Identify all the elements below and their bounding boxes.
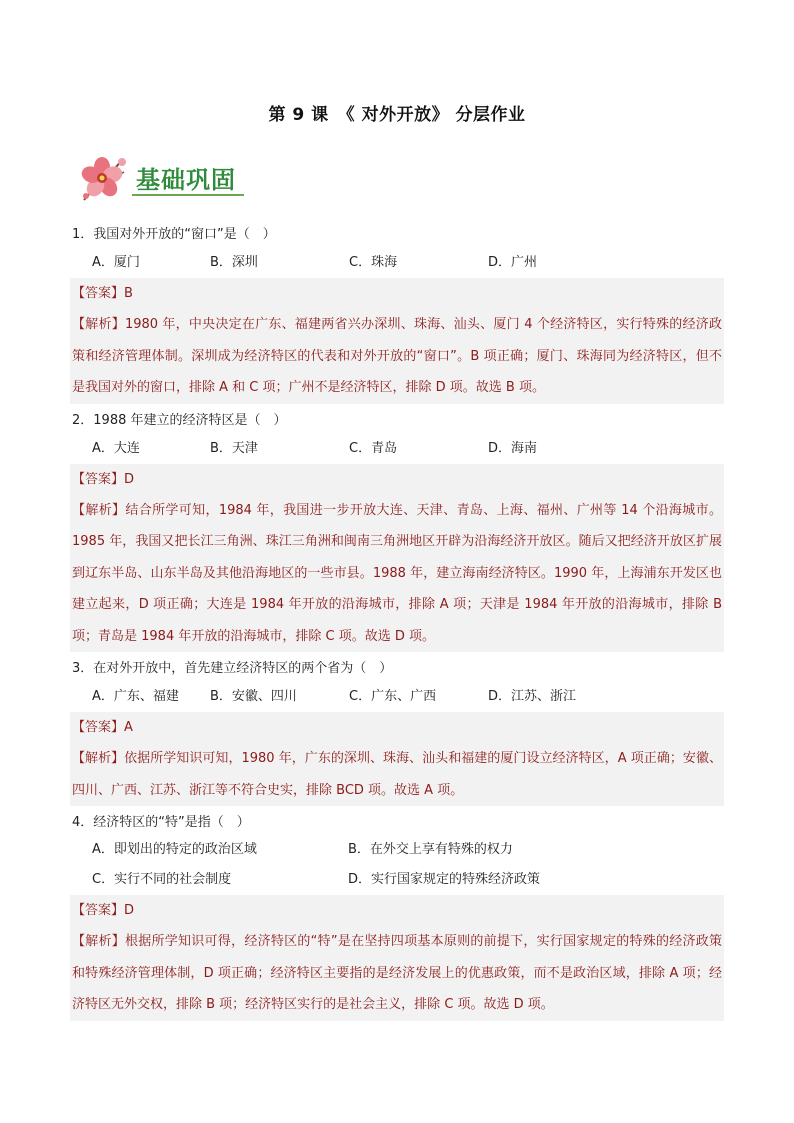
answer-box	[70, 712, 724, 806]
analysis-text: 【解析】1980 年，中央决定在广东、福建两省兴办深圳、珠海、汕头、厦门 4 个经济特区，实行特殊的经济政策和经济管理体制。深圳成为经济特区的代表和对外开放的“窗口”。B 项正确；厦门、珠海同为经济特区，但不是我国对外的窗口，排除 A 和 C 项；广州不是经济特区，排除 D 项。故选 B 项。	[72, 317, 722, 395]
option-b: B．天津	[210, 440, 258, 456]
answer-text: 【答案】B	[72, 286, 133, 301]
options-row	[70, 681, 724, 712]
question-3	[70, 656, 724, 806]
question-2	[70, 408, 724, 653]
option-c: C．实行不同的社会制度	[92, 872, 232, 887]
answer-text: 【答案】D	[72, 471, 135, 487]
option-b: B．在外交上享有特殊的权力	[348, 842, 513, 857]
question-stem: 2．1988 年建立的经济特区是（ ）	[72, 412, 287, 428]
option-c: C．青岛	[349, 440, 398, 456]
analysis-text: 【解析】结合所学可知，1984 年，我国进一步开放大连、天津、青岛、上海、福州、广州等 14 个沿海城市。1985 年，我国又把长江三角洲、珠江三角洲和闽南三角洲地区开辟为沿海经济开放区。随后又把经济开放区扩展到辽东半岛、山东半岛及其他沿海地区的一些市县。1988 年，建立海南经济特区。1990 年，上海浦东开发区也建立起来，D 项正确；大连是 1984 年开放的沿海城市，排除 A 项；天津是 1984 年开放的沿海城市，排除 B 项；青岛是 1984 年开放的沿海城市，排除 C 项。故选 D 项。	[72, 502, 722, 644]
question-stem: 1．我国对外开放的“窗口”是（ ）	[72, 227, 276, 242]
question-4	[70, 810, 724, 1021]
answer-box	[70, 464, 724, 653]
question-stem: 4．经济特区的“特”是指（ ）	[72, 815, 250, 830]
answer-box	[70, 278, 724, 404]
answer-box	[70, 895, 724, 1021]
answer-text: 【答案】A	[72, 720, 133, 735]
section-title: 基础巩固	[136, 166, 236, 194]
analysis-text: 【解析】依据所学知识可知，1980 年，广东的深圳、珠海、汕头和福建的厦门设立经济特区，A 项正确；安徽、四川、广西、江苏、浙江等不符合史实，排除 BCD 项。故选 A 项。	[72, 751, 722, 798]
analysis-text: 【解析】根据所学知识可得，经济特区的“特”是在坚持四项基本原则的前提下，实行国家规定的特殊的经济政策和特殊经济管理体制，D 项正确；经济特区主要指的是经济发展上的优惠政策，而不是政治区域，排除 A 项；经济特区无外交权，排除 B 项；经济特区实行的是社会主义，排除 C 项。故选 D 项。	[72, 934, 722, 1012]
option-b: B．深圳	[210, 255, 258, 270]
option-b: B．安徽、四川	[210, 689, 297, 704]
options-row	[70, 865, 724, 895]
option-a: A．广东、福建	[92, 689, 179, 704]
question-1	[70, 222, 724, 404]
option-c: C．广东、广西	[349, 689, 437, 704]
options-row	[70, 835, 724, 865]
option-d: D．实行国家规定的特殊经济政策	[348, 872, 541, 887]
options-row	[70, 433, 724, 464]
question-list	[70, 222, 724, 1025]
option-d: D．海南	[488, 440, 538, 456]
option-d: D．广州	[488, 255, 538, 270]
question-stem: 3．在对外开放中，首先建立经济特区的两个省为（ ）	[72, 661, 393, 676]
option-c: C．珠海	[349, 255, 398, 270]
section-banner	[74, 150, 274, 206]
option-a: A．大连	[92, 440, 140, 456]
options-row	[70, 247, 724, 278]
option-d: D．江苏、浙江	[488, 689, 577, 704]
option-a: A．厦门	[92, 255, 140, 270]
answer-text: 【答案】D	[72, 903, 135, 918]
page-title: 第 9 课 《 对外开放》 分层作业	[268, 105, 526, 125]
section-underline	[132, 194, 244, 196]
plum-blossom-icon	[74, 150, 134, 206]
option-a: A．即划出的特定的政治区域	[92, 842, 257, 857]
